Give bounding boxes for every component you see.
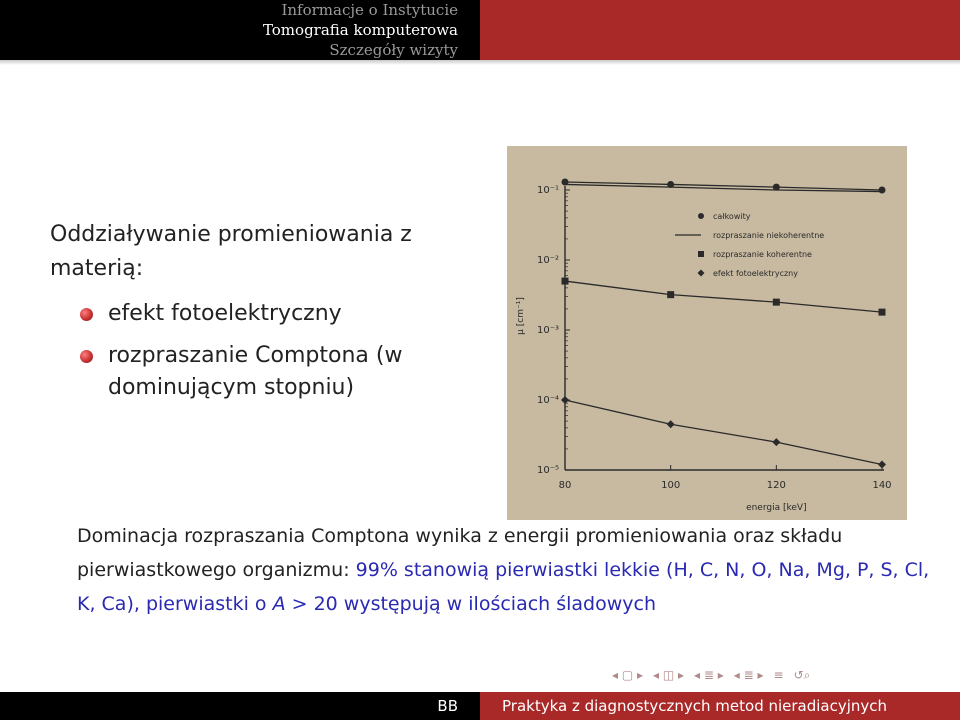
section-navigation — [0, 0, 480, 60]
data-point-square — [773, 299, 780, 306]
bullet-ball-icon — [80, 350, 93, 363]
legend-entry-label: rozpraszanie koherentne — [713, 250, 812, 259]
attenuation-chart — [507, 146, 907, 520]
bullet-list — [80, 298, 460, 414]
paragraph-highlight: 99% stanowią pierwiastki lekkie (H, C, N, O, Na, Mg, P, S, Cl, K, Ca), pierwiastki o — [77, 559, 930, 615]
data-point-diamond — [878, 460, 886, 468]
header-right — [480, 0, 960, 60]
y-tick-label: 10⁻¹ — [536, 185, 559, 196]
paragraph-math-var: A — [272, 593, 286, 615]
nav-prev-frame-icon[interactable]: ◂ ▢ ▸ — [612, 668, 644, 682]
attenuation-plot-photo — [507, 146, 907, 520]
footer-author: BB — [437, 697, 458, 715]
legend-square-symbol — [698, 251, 704, 257]
y-tick-label: 10⁻⁴ — [536, 395, 559, 406]
legend-diamond-symbol — [698, 270, 705, 277]
header-left — [0, 0, 480, 60]
data-point-diamond — [667, 420, 675, 428]
footer-right — [480, 692, 960, 720]
x-tick-label: 80 — [558, 480, 572, 491]
nav-next-section-icon[interactable]: ◂ ≣ ▸ — [733, 668, 764, 682]
data-point-circle — [879, 187, 886, 194]
x-tick-label: 140 — [872, 480, 892, 491]
footer-left — [0, 692, 480, 720]
nav-prev-subsection-icon[interactable]: ◂ ◫ ▸ — [653, 668, 685, 682]
nav-search-icon[interactable]: ↺⌕ — [793, 668, 811, 682]
y-tick-label: 10⁻² — [536, 255, 559, 266]
data-point-square — [667, 291, 674, 298]
x-tick-label: 120 — [766, 480, 786, 491]
legend-circle-symbol — [698, 213, 704, 219]
x-axis-label: energia [keV] — [746, 503, 807, 513]
data-point-diamond — [772, 438, 780, 446]
paragraph-highlight-end: > 20 występują w ilościach śladowych — [285, 593, 657, 615]
x-tick-label: 100 — [661, 480, 681, 491]
y-tick-label: 10⁻⁵ — [536, 465, 559, 476]
data-point-diamond — [561, 396, 569, 404]
series-line — [565, 281, 882, 312]
nav-prev-section-icon[interactable]: ◂ ≣ ▸ — [694, 668, 724, 682]
y-axis-label: μ [cm⁻¹] — [516, 297, 526, 335]
explanation-paragraph — [77, 519, 937, 621]
y-tick-label: 10⁻³ — [536, 325, 559, 336]
header-shadow — [0, 60, 960, 65]
bullet-item — [80, 340, 460, 404]
paragraph-text: Dominacja rozpraszania Comptona wynika z energii promieniowania oraz składu pierwiastkowego organizmu: — [77, 525, 843, 581]
data-point-square — [562, 278, 569, 285]
header-bar — [0, 0, 960, 60]
nav-align-icon[interactable]: ≡ — [773, 668, 784, 682]
bullet-text: efekt fotoelektryczny — [108, 301, 342, 326]
beamer-navigation — [612, 668, 810, 683]
data-point-square — [879, 309, 886, 316]
slide-heading: Oddziaływanie promieniowania z materią: — [50, 222, 412, 281]
nav-section-informacje[interactable]: Informacje o Instytucie — [281, 1, 458, 19]
bullet-ball-icon — [80, 308, 93, 321]
series-line — [565, 400, 882, 464]
legend-entry-label: całkowity — [713, 212, 751, 221]
bullet-text: rozpraszanie Comptona (w dominującym stopniu) — [108, 343, 403, 400]
nav-section-szczegoly[interactable]: Szczegóły wizyty — [329, 41, 458, 59]
nav-section-tomografia[interactable]: Tomografia komputerowa — [262, 21, 458, 39]
legend-entry-label: efekt fotoelektryczny — [713, 269, 798, 278]
bullet-item — [80, 298, 460, 330]
legend-entry-label: rozpraszanie niekoherentne — [713, 231, 825, 240]
footer-title: Praktyka z diagnostycznych metod nieradiacyjnych — [502, 697, 888, 715]
footer-bar — [0, 692, 960, 720]
